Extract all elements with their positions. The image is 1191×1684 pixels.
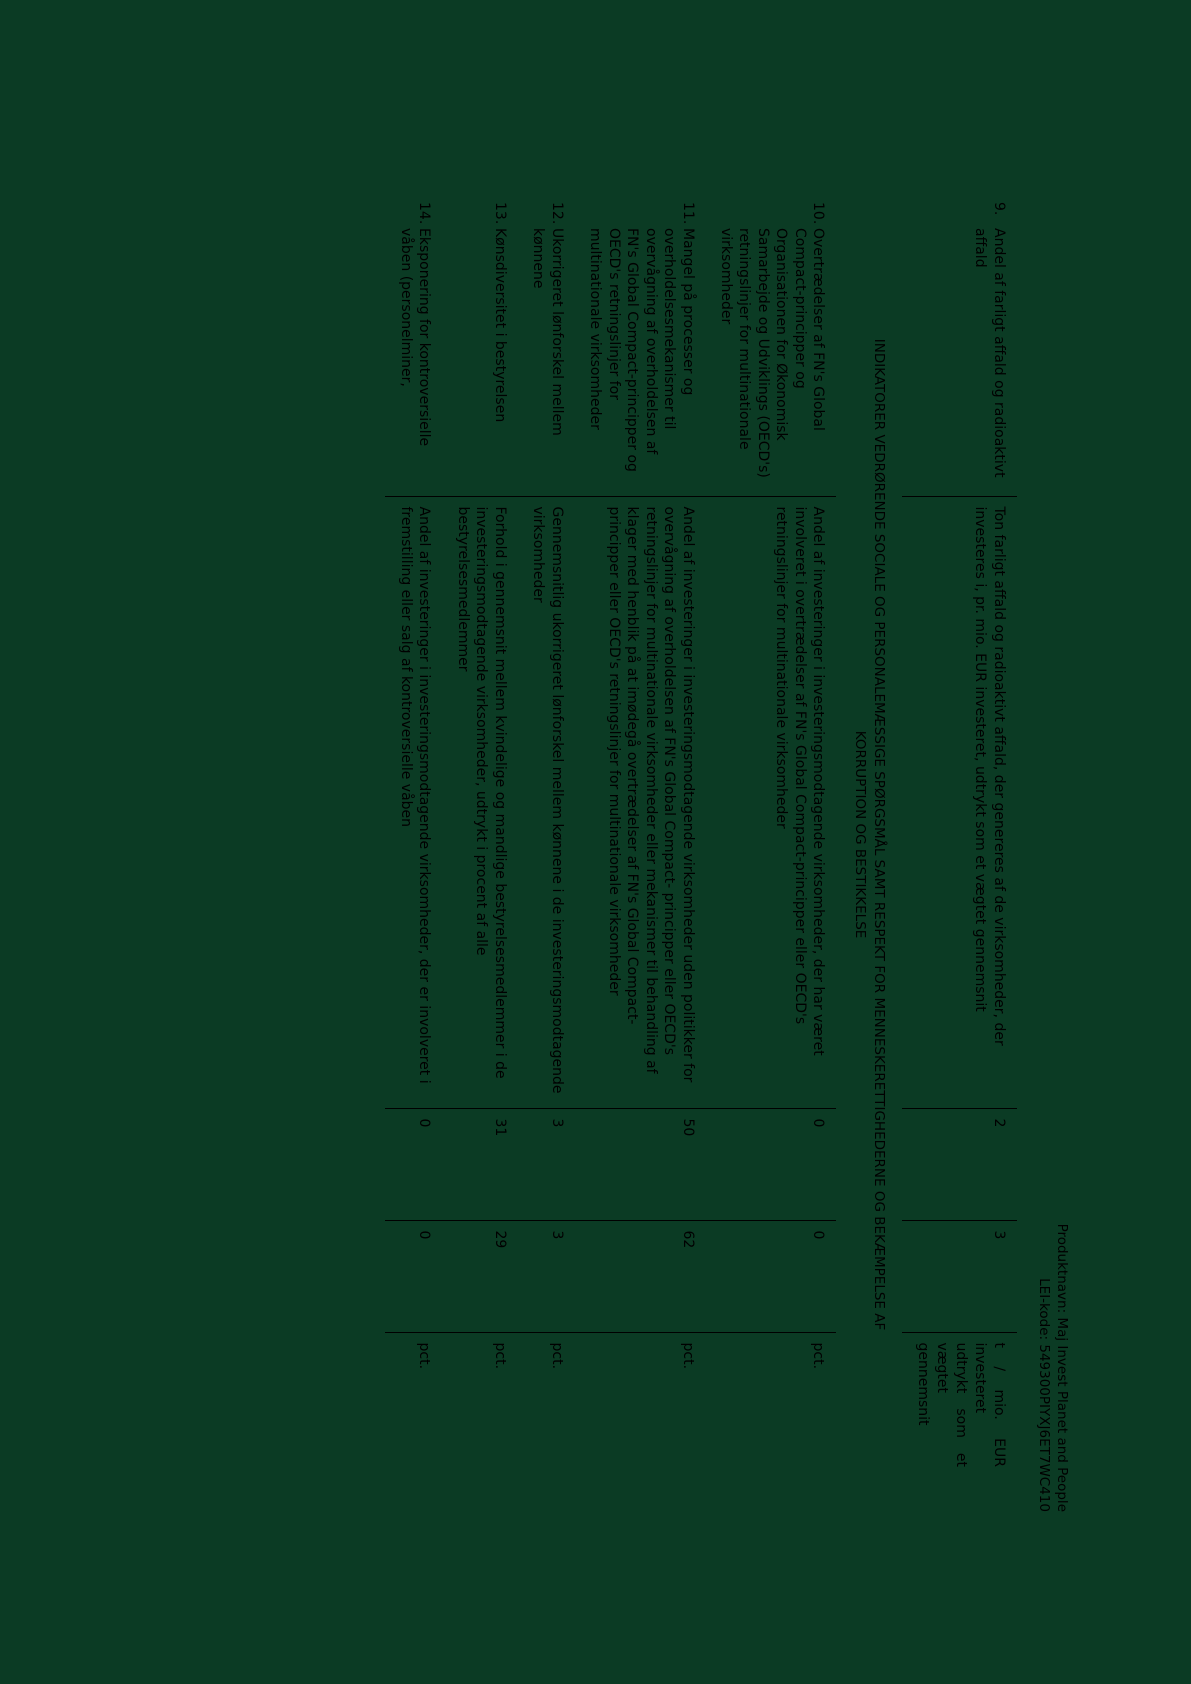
indicator-description: Andel af investeringer i investeringsmodtagende virksomheder, der har været involveret i overtrædelser af FN's Global Compact-principper eller OECD's retningslinjer for multinationale virksomheder (706, 496, 837, 1108)
table-body (385, 192, 1016, 1477)
indicator-value-current: 31 (442, 1108, 517, 1220)
table-row (706, 192, 837, 1477)
indicator-description: Andel af investeringer i investeringsmodtagende virksomheder, der er involveret i fremstilling eller salg af kontroversielle våben (385, 496, 442, 1108)
table-row (518, 192, 575, 1477)
indicator-value-previous: 29 (442, 1220, 517, 1332)
indicator-description: Ton farligt affald og radioaktivt affald, der genereres af de virksomheder, der investeres i, pr. mio. EUR investeret, udtrykt som et vægtet gennemsnit (902, 496, 1016, 1108)
indicator-unit (385, 1332, 442, 1477)
indicator-value-previous: 3 (518, 1220, 575, 1332)
indicator-value-previous: 62 (575, 1220, 706, 1332)
indicator-value-current: 0 (385, 1108, 442, 1220)
indicator-name: Overtrædelser af FN's Global Compact-principper og Organisationen for Økonomisk Samarbejde og Udviklings (OECD's) retningslinjer for multinationale virksomheder (717, 228, 827, 478)
indicator-description: Andel af investeringer i investeringsmodtagende virksomheder uden politikker for overvågning af overholdelsen af FN's Global Compact- principper eller OECD's retningslinjer for multinationale virksomheder eller mekanismer til behandling af klager med henblik på at imødegå overtrædelser af FN's Global Compact- principper eller OECD's retningslinjer for multinationale virksomheder (575, 496, 706, 1108)
indicator-name: Mangel på processer og overholdelsesmekanismer til overvågning af overholdelsen af FN's Global Compact-principper og OECD's retningslinjer for multinationale virksomheder (587, 228, 696, 472)
indicator-number: 11. (679, 202, 696, 225)
indicator-unit-text: pct. (679, 1342, 696, 1370)
indicator-unit (902, 1332, 1016, 1477)
indicator-unit (706, 1332, 837, 1477)
indicator-unit (518, 1332, 575, 1477)
indicator-unit-text: pct. (548, 1342, 565, 1370)
indicator-number: 9. (990, 202, 1007, 216)
indicator-unit-text: t / mio. EUR investeret udtrykt som et vægtet gennemsnit (915, 1342, 1007, 1467)
indicator-unit-text: pct. (491, 1342, 508, 1370)
pai-indicator-table (385, 192, 1016, 1477)
indicator-unit (442, 1332, 517, 1477)
indicator-number: 14. (416, 202, 433, 225)
indicator-unit (575, 1332, 706, 1477)
section-heading-cell (836, 192, 902, 1477)
table-section-heading-row (836, 192, 902, 1477)
indicator-value-current: 50 (575, 1108, 706, 1220)
product-name: Produktnavn: Maj Invest Planet and People (1054, 1223, 1070, 1512)
indicator-name: Kønsdiversitet i bestyrelsen (491, 228, 508, 423)
table-row (575, 192, 706, 1477)
indicator-number: 13. (491, 202, 508, 225)
indicator-unit-text: pct. (416, 1342, 433, 1370)
indicator-value-previous: 3 (902, 1220, 1016, 1332)
table-row (385, 192, 442, 1477)
indicator-name: Ukorrigeret lønforskel mellem kønnene (530, 228, 565, 436)
indicator-number: 10. (810, 202, 827, 225)
indicator-description: Forhold i gennemsnit mellem kvindelige og mandlige bestyrelsesmedlemmer i de investeringsmodtagende virksomheder, udtrykt i procent af alle bestyrelsesmedlemmer (442, 496, 517, 1108)
table-row (442, 192, 517, 1477)
indicator-value-previous: 0 (385, 1220, 442, 1332)
document-header (1035, 190, 1071, 1512)
indicator-value-current: 2 (902, 1108, 1016, 1220)
indicator-value-current: 3 (518, 1108, 575, 1220)
indicator-unit-text: pct. (810, 1342, 827, 1370)
indicator-number: 12. (548, 202, 565, 225)
lei-code: LEI-kode: 549300PIYXJ6ET7WC410 (1035, 1278, 1052, 1512)
indicator-name: Andel af farligt affald og radioaktivt affald (972, 228, 1007, 478)
indicator-description: Gennemsnitlig ukorrigeret lønforskel mellem kønnene i de investeringsmodtagende virksomheder (518, 496, 575, 1108)
section-heading-text: INDIKATORER VEDRØRENDE SOCIALE OG PERSONALEMÆSSIGE SPØRGSMÅL SAMT RESPEKT FOR MENNESKERETTIGHEDERNE OG BEKÆMPELSE AF KORRUPTION OG BESTIKKELSE (852, 338, 888, 1331)
indicator-value-previous: 0 (706, 1220, 837, 1332)
indicator-name: Eksponering for kontroversielle våben (personelminer, (397, 228, 433, 447)
indicator-value-current: 0 (706, 1108, 837, 1220)
table-row (902, 192, 1016, 1477)
